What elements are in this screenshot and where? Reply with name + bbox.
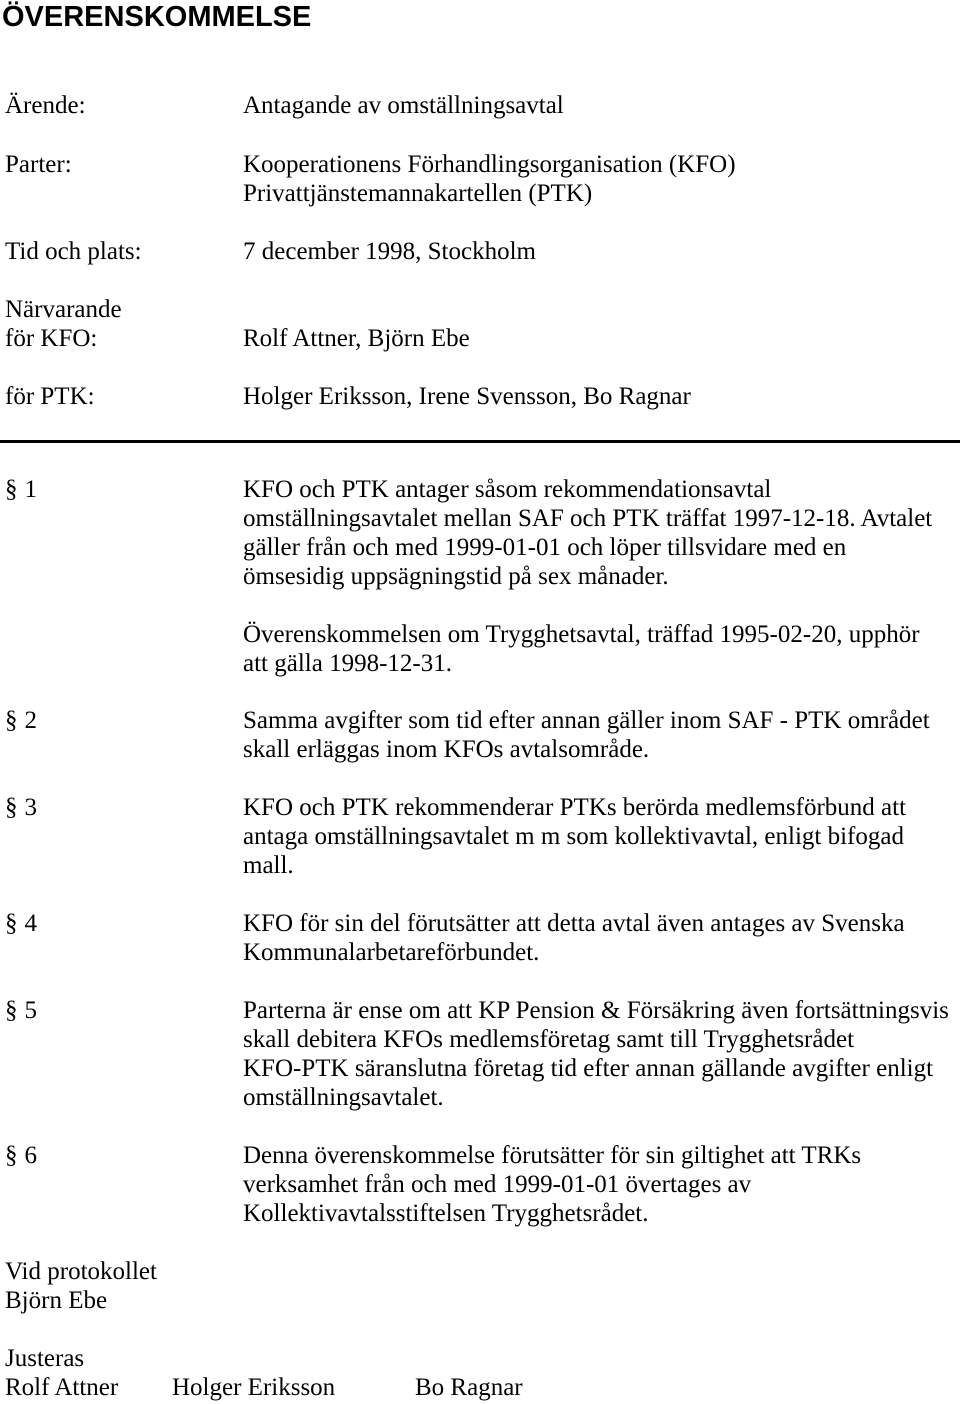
label-for-kfo: för KFO: — [5, 325, 98, 352]
section-number-value: 5 — [24, 997, 37, 1024]
signatory-1: Rolf Attner — [5, 1374, 119, 1401]
text-line: Parterna är ense om att KP Pension & Försäkring även fortsättningsvis — [243, 997, 949, 1024]
text-line: mall. — [243, 852, 294, 879]
text-line: omställningsavtalet mellan SAF och PTK träffat 1997-12-18. Avtalet — [243, 505, 933, 532]
text-line: KFO och PTK antager såsom rekommendationsavtal — [243, 476, 772, 503]
paragraph — [243, 996, 949, 1112]
adjusted-block — [0, 1344, 960, 1402]
paragraph — [243, 909, 905, 967]
paragraph — [243, 793, 906, 880]
protocol-block — [5, 1257, 157, 1315]
section-number — [5, 996, 37, 1025]
text-line: antaga omställningsavtalet m m som kollektivavtal, enligt bifogad — [243, 823, 904, 850]
text-line: skall debitera KFOs medlemsföretag samt till Trygghetsrådet — [243, 1026, 855, 1053]
section-text — [243, 909, 905, 967]
text-line: gäller från och med 1999-01-01 och löper tillsvidare med en — [243, 534, 847, 561]
section-number-value: 1 — [24, 476, 37, 503]
paragraph-sign: § — [5, 707, 18, 734]
section-number — [5, 1141, 37, 1170]
party-ptk: Privattjänstemannakartellen (PTK) — [243, 180, 593, 207]
document-title: ÖVERENSKOMMELSE — [2, 1, 312, 33]
signatory-2: Holger Eriksson — [172, 1374, 336, 1401]
party-kfo: Kooperationens Förhandlingsorganisation (KFO) — [243, 151, 736, 178]
value-arende: Antagande av omställningsavtal — [243, 92, 564, 119]
paragraph-sign: § — [5, 476, 18, 503]
text-line: Denna överenskommelse förutsätter för sin giltighet att TRKs — [243, 1142, 862, 1169]
label-narvarande-kfo — [5, 295, 122, 353]
value-narvarande-ptk: Holger Eriksson, Irene Svensson, Bo Ragnar — [243, 383, 691, 410]
paragraph-sign: § — [5, 794, 18, 821]
section-text — [243, 996, 949, 1112]
adjusted-label: Justeras — [5, 1345, 85, 1372]
text-line: ömsesidig uppsägningstid på sex månader. — [243, 563, 669, 590]
paragraph — [243, 475, 932, 591]
section-number — [5, 909, 37, 938]
protocol-name: Björn Ebe — [5, 1287, 108, 1314]
paragraph — [243, 620, 932, 678]
text-line: skall erläggas inom KFOs avtalsområde. — [243, 736, 650, 763]
value-tid-och-plats: 7 december 1998, Stockholm — [243, 238, 536, 265]
text-line: KFO för sin del förutsätter att detta avtal även antages av Svenska — [243, 910, 905, 937]
section-number-value: 3 — [24, 794, 37, 821]
horizontal-rule — [0, 440, 960, 443]
text-line: Samma avgifter som tid efter annan gäller inom SAF - PTK området — [243, 707, 930, 734]
label-for-ptk: för PTK: — [5, 383, 95, 410]
value-narvarande-kfo: Rolf Attner, Björn Ebe — [243, 325, 470, 352]
section-text — [243, 1141, 861, 1228]
section-number — [5, 793, 37, 822]
text-line: omställningsavtalet. — [243, 1084, 444, 1111]
paragraph-sign: § — [5, 910, 18, 937]
paragraph-sign: § — [5, 1142, 18, 1169]
label-parter: Parter: — [5, 151, 72, 178]
paragraph-sign: § — [5, 997, 18, 1024]
section-number — [5, 475, 37, 504]
label-tid-och-plats: Tid och plats: — [5, 238, 142, 265]
section-number-value: 6 — [24, 1142, 37, 1169]
text-line: verksamhet från och med 1999-01-01 övertages av — [243, 1171, 752, 1198]
label-narvarande: Närvarande — [5, 296, 122, 323]
protocol-label: Vid protokollet — [5, 1258, 157, 1285]
text-line: Kollektivavtalsstiftelsen Trygghetsrådet. — [243, 1200, 649, 1227]
section-number-value: 4 — [24, 910, 37, 937]
value-parter — [243, 150, 736, 208]
paragraph — [243, 1141, 861, 1228]
paragraph — [243, 706, 930, 764]
label-arende: Ärende: — [5, 92, 86, 119]
text-line: Kommunalarbetareförbundet. — [243, 939, 540, 966]
section-number — [5, 706, 37, 735]
section-text — [243, 706, 930, 764]
text-line: Överenskommelsen om Trygghetsavtal, träffad 1995-02-20, upphör — [243, 621, 920, 648]
text-line: att gälla 1998-12-31. — [243, 650, 452, 677]
section-number-value: 2 — [24, 707, 37, 734]
text-line: KFO-PTK säranslutna företag tid efter annan gällande avgifter enligt — [243, 1055, 934, 1082]
text-line: KFO och PTK rekommenderar PTKs berörda medlemsförbund att — [243, 794, 907, 821]
section-text — [243, 793, 906, 880]
section-text — [243, 475, 932, 678]
signatory-3: Bo Ragnar — [415, 1374, 523, 1401]
